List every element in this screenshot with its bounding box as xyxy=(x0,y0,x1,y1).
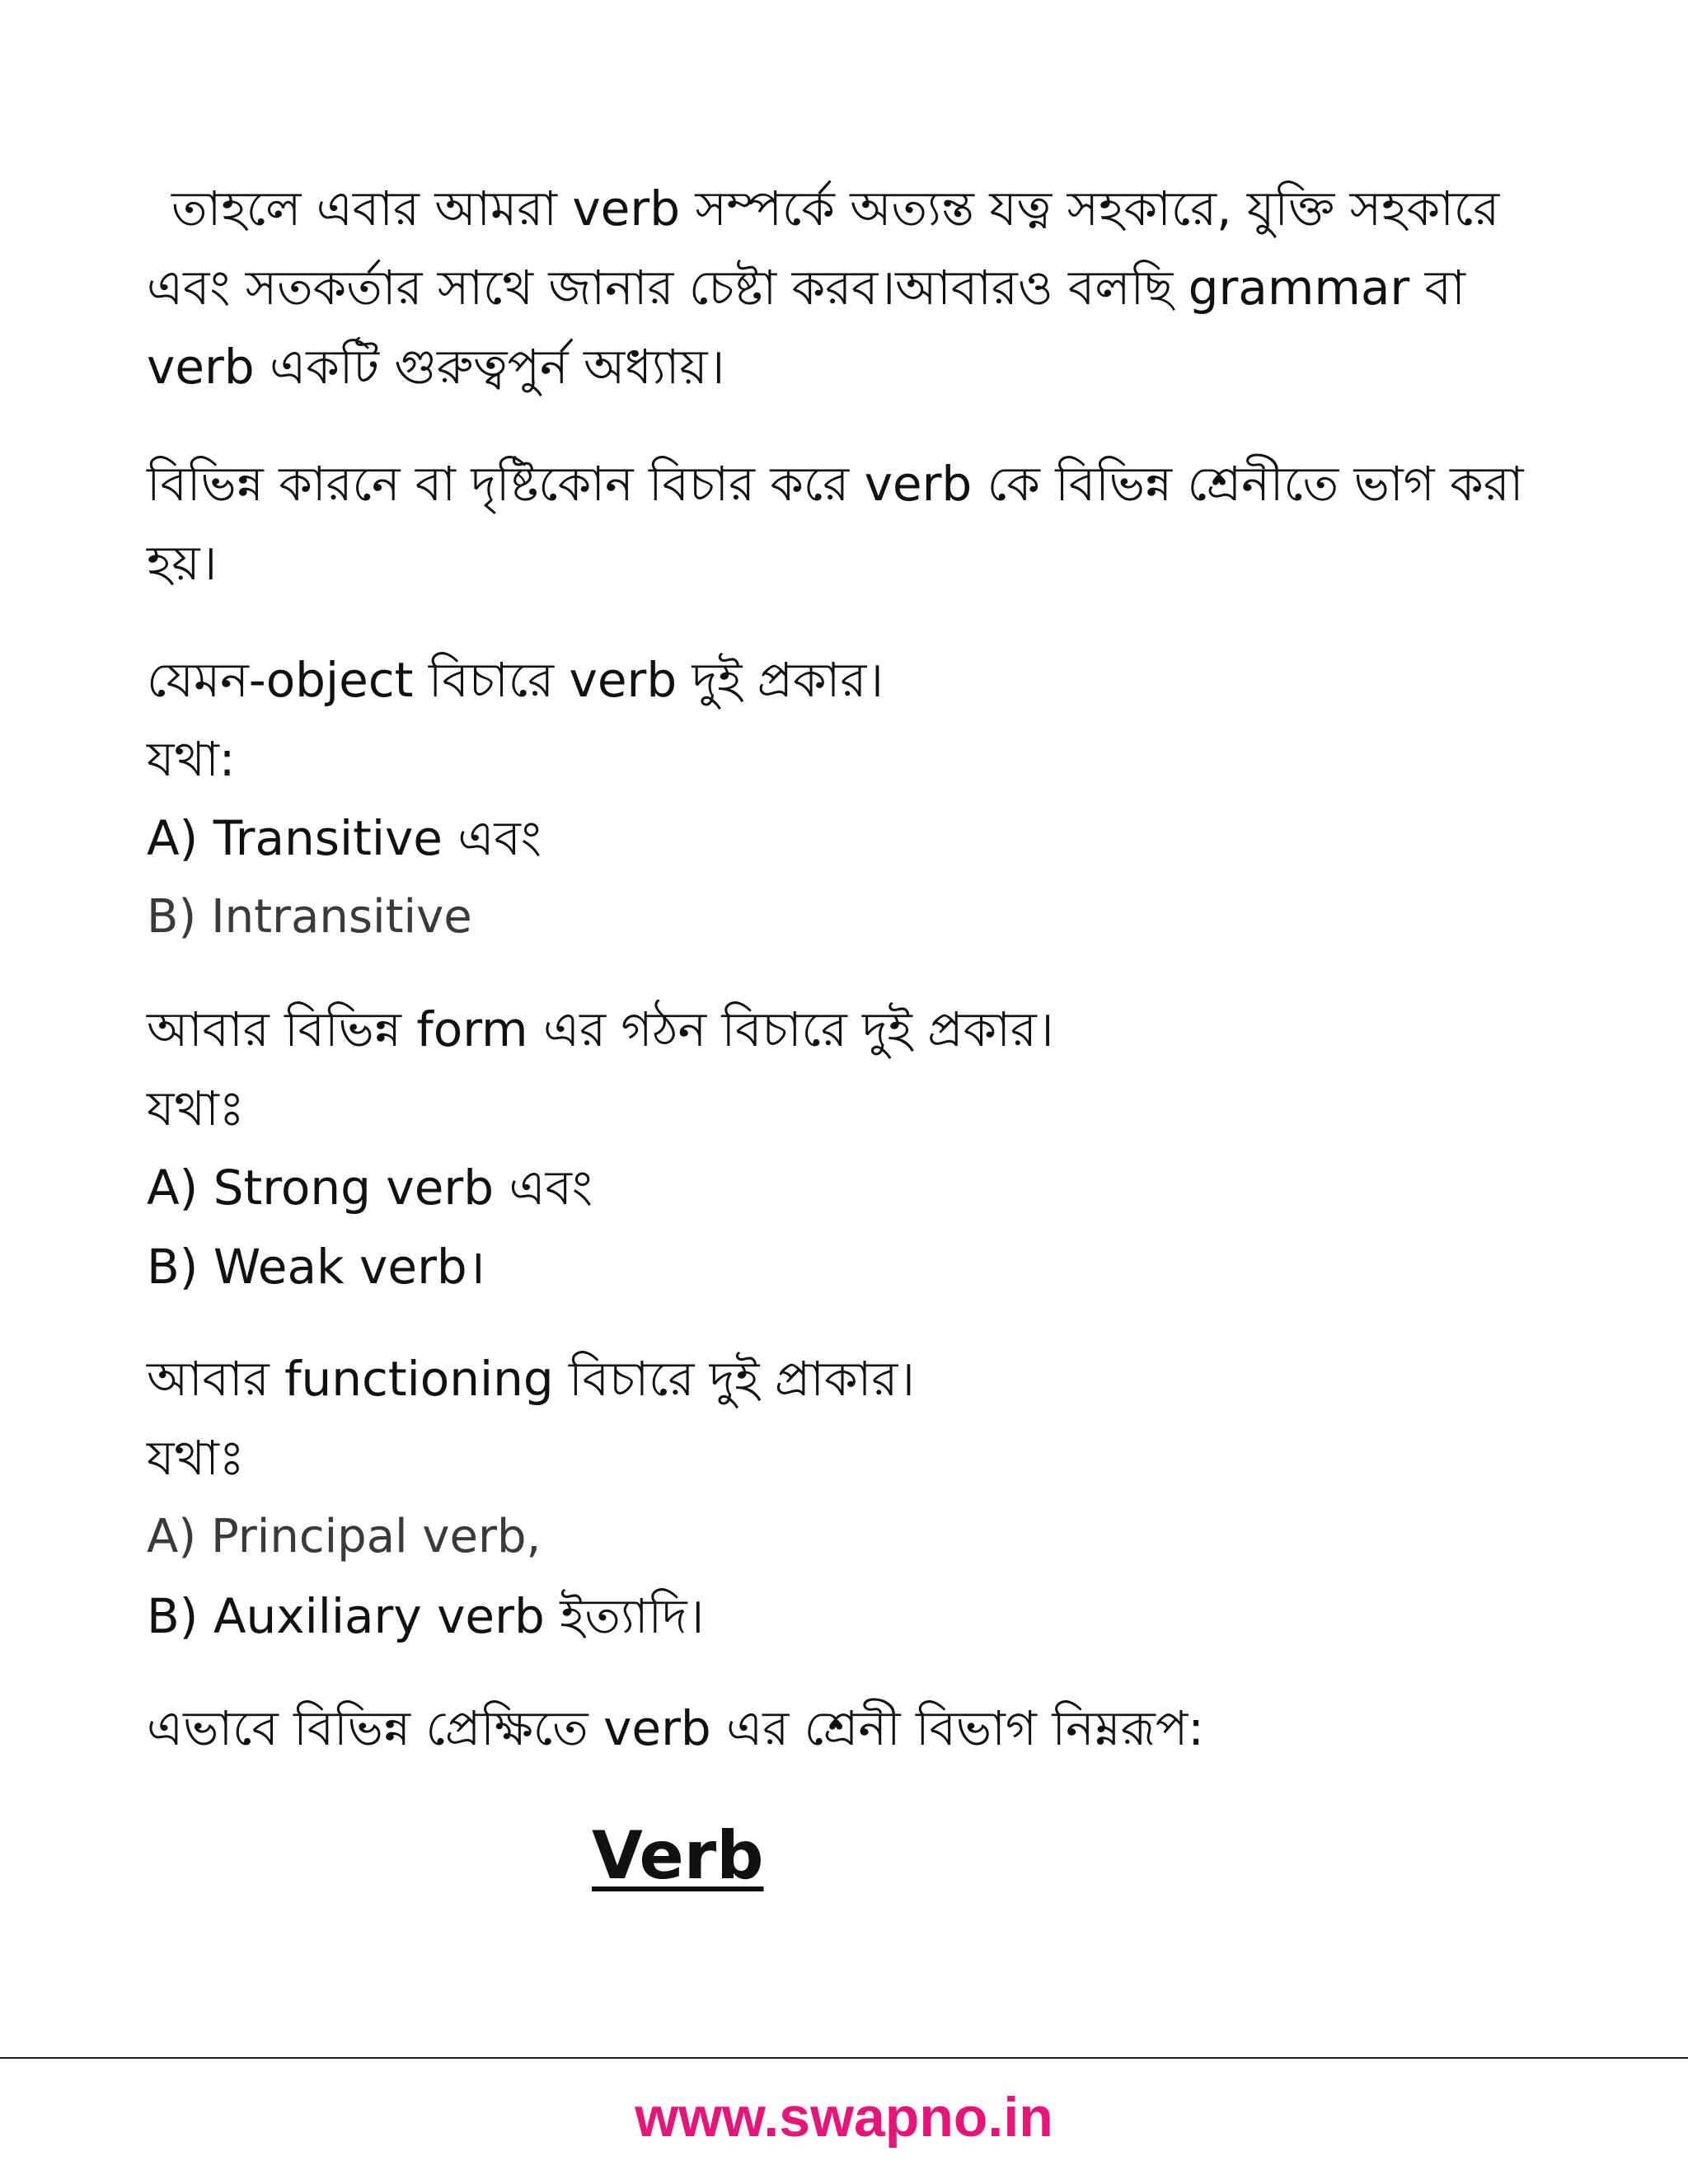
form-criteria-lead: আবার বিভিন্ন form এর গঠন বিচারে দুই প্রকার। xyxy=(147,1001,1054,1057)
object-criteria-label: যথা: xyxy=(147,731,236,787)
list-item-intransitive: B) Intransitive xyxy=(147,890,472,944)
functioning-criteria-lead: আবার functioning বিচারে দুই প্রাকার। xyxy=(147,1351,916,1407)
list-item-transitive: A) Transitive এবং xyxy=(147,810,542,866)
list-item-strong-verb: A) Strong verb এবং xyxy=(147,1160,593,1216)
list-item-auxiliary-verb: B) Auxiliary verb ইত্যাদি। xyxy=(147,1588,705,1644)
footer-divider xyxy=(0,2057,1688,2059)
object-criteria-lead: যেমন-object বিচারে verb দুই প্রকার। xyxy=(147,652,884,708)
footer-website-link[interactable]: www.swapno.in xyxy=(635,2086,1053,2149)
form-criteria-label: যথাঃ xyxy=(147,1080,245,1137)
list-item-principal-verb: A) Principal verb, xyxy=(147,1510,542,1563)
verb-heading: Verb xyxy=(592,1817,764,1894)
conclusion-paragraph: এভাবে বিভিন্ন প্রেক্ষিতে verb এর শ্রেনী বিভাগ নিম্নরূপ: xyxy=(147,1700,1204,1756)
list-item-weak-verb: B) Weak verb। xyxy=(147,1239,485,1295)
intro-paragraph: তাহলে এবার আমরা verb সম্পর্কে অত্যন্ত যত্ন সহকারে, যুক্তি সহকারে এবং সতকর্তার সাথে জানার চেষ্টা করব।আবারও বলছি grammar বা verb একটি গুরুত্বপুর্ন অধ্যায়। xyxy=(147,180,1500,395)
functioning-criteria-label: যথাঃ xyxy=(147,1430,245,1486)
document-body xyxy=(147,169,1564,1768)
classification-paragraph: বিভিন্ন কারনে বা দৃষ্টিকোন বিচার করে verb কে বিভিন্ন শ্রেনীতে ভাগ করা হয়। xyxy=(147,456,1524,591)
